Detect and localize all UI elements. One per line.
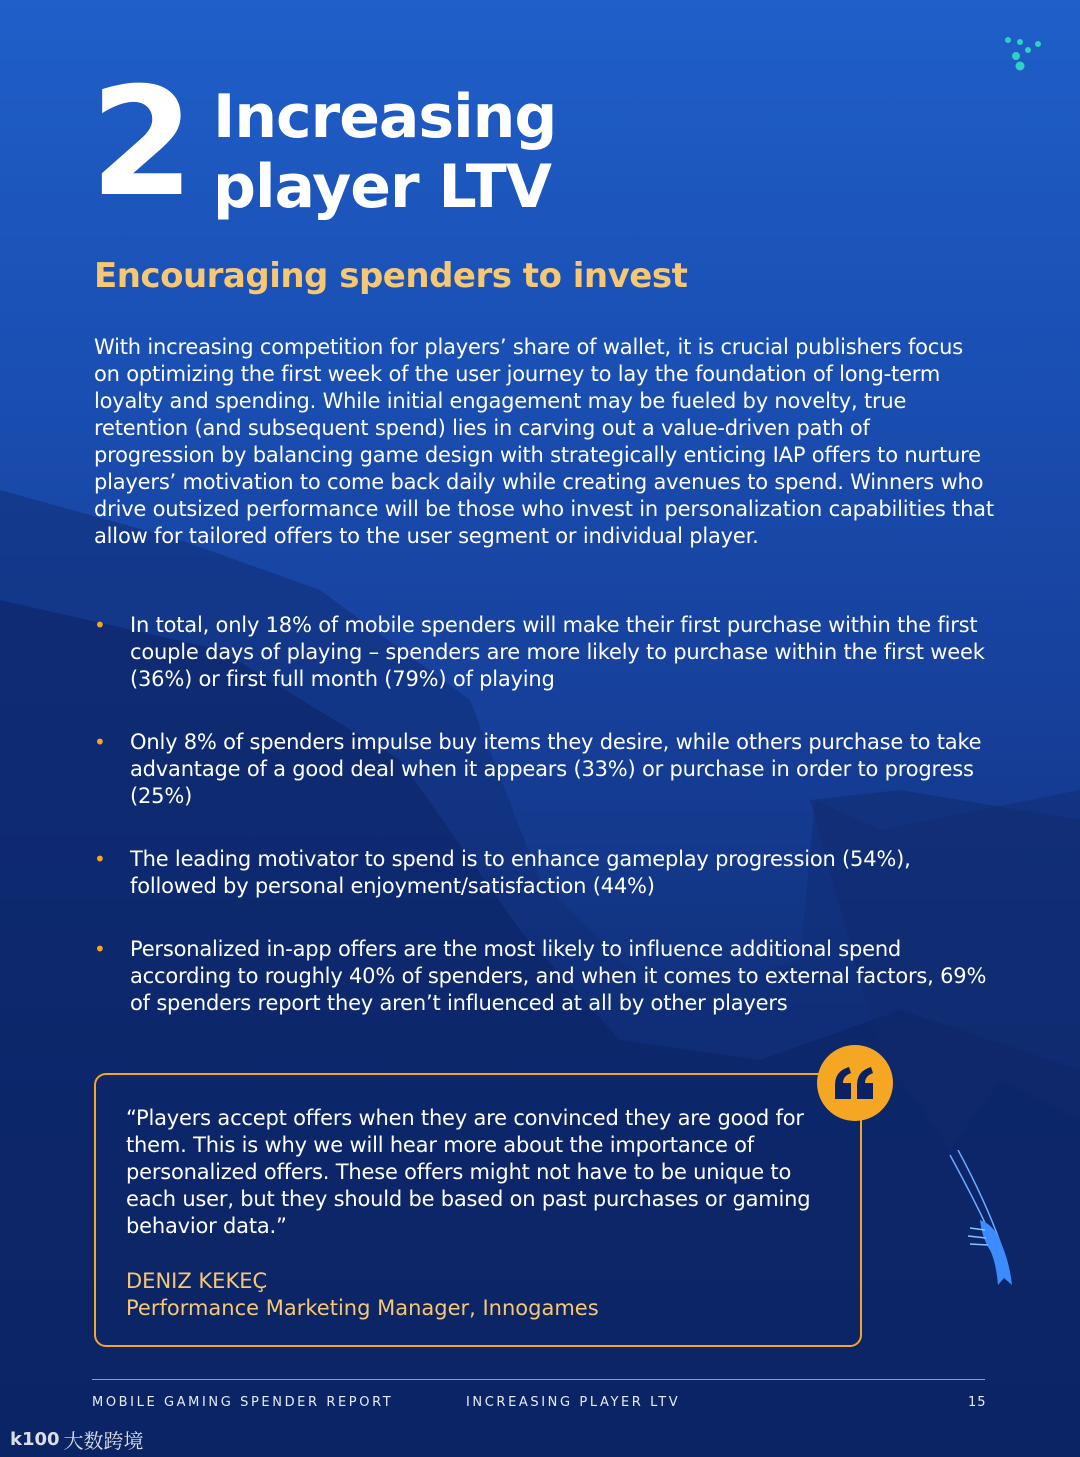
bullet-marker: • [94, 613, 106, 637]
quote-badge [817, 1045, 893, 1121]
brand-logo-icon [1000, 34, 1048, 74]
footer-report-title: MOBILE GAMING SPENDER REPORT [92, 1395, 394, 1410]
quote-text: “Players accept offers when they are convinced they are good for them. This is why we will hear more about the importance of personalized offers. These offers might not have to be unique to each user, but they should be based on past purchases or gaming behavior data.” [126, 1106, 811, 1238]
bullet-marker: • [94, 730, 106, 754]
watermark-logo-icon: k100 [10, 1429, 60, 1450]
chapter-number: 2 [90, 56, 191, 230]
chapter-title [213, 82, 556, 222]
bullet-text: In total, only 18% of mobile spenders will make their first purchase within the first couple days of playing – spenders are more likely to purchase within the first week (36%) or first full month (79%) of playing [130, 613, 985, 691]
bullet-text: The leading motivator to spend is to enhance gameplay progression (54%), followed by personal enjoyment/satisfaction (44%) [130, 847, 911, 898]
bullet-text: Personalized in-app offers are the most likely to influence additional spend according to roughly 40% of spenders, and when it comes to external factors, 69% of spenders report they aren’t influenced at all by other players [130, 937, 987, 1015]
chapter-title-line1: Increasing [213, 82, 557, 152]
bullet-text: Only 8% of spenders impulse buy items they desire, while others purchase to take advantage of a good deal when it appears (33%) or purchase in order to progress (25%) [130, 730, 982, 808]
page-number: 15 [968, 1395, 987, 1410]
bullet-marker: • [94, 847, 106, 871]
footer-section-title: INCREASING PLAYER LTV [466, 1395, 681, 1410]
watermark [10, 1425, 144, 1454]
quote-author-role: Performance Marketing Manager, Innogames [126, 1296, 599, 1320]
shrimp-illustration-icon [940, 1150, 1030, 1290]
section-subtitle: Encouraging spenders to invest [94, 256, 688, 296]
footer-divider [92, 1379, 985, 1380]
watermark-text: 大数跨境 [63, 1429, 144, 1453]
intro-paragraph: With increasing competition for players’ share of wallet, it is crucial publishers focus on optimizing the first week of the user journey to lay the foundation of long-term loyalty and spending. While initial engagement may be fueled by novelty, true retention (and subsequent spend) lies in carving out a value-driven path of progression by balancing game design with strategically enticing IAP offers to nurture players’ motivation to come back daily while creating avenues to spend. Winners who drive outsized performance will be those who invest in personalization capabilities that allow for tailored offers to the user segment or individual player. [94, 335, 994, 548]
quote-mark-icon [833, 1065, 877, 1101]
bullet-marker: • [94, 937, 106, 961]
quote-box [94, 1073, 862, 1347]
chapter-title-line2: player LTV [213, 152, 552, 222]
quote-author-name: DENIZ KEKEÇ [126, 1269, 268, 1293]
